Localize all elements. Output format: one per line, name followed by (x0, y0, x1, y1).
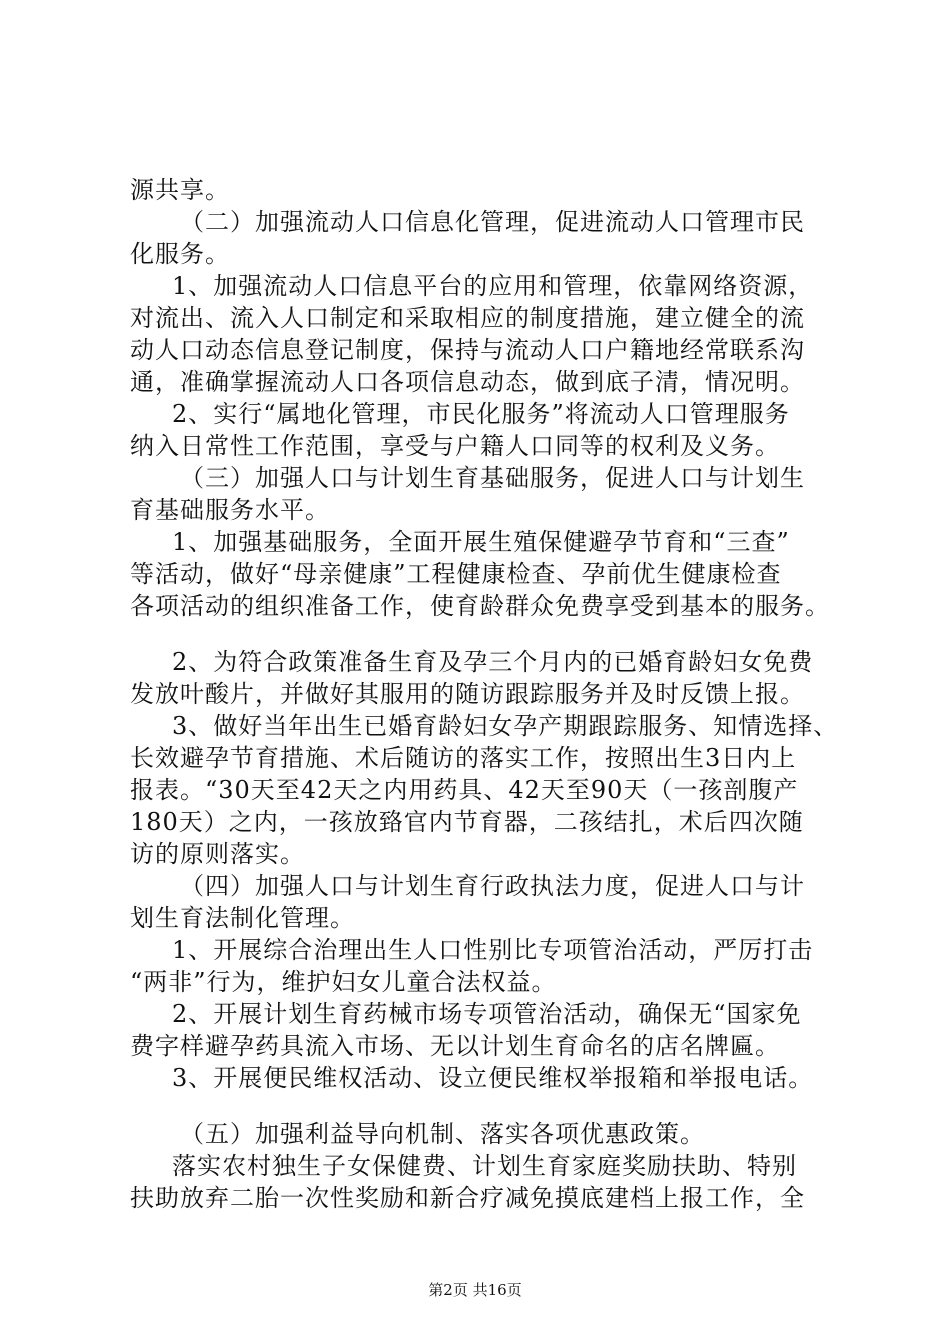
section-heading: （二）加强流动人口信息化管理，促进流动人口管理市民 (180, 208, 805, 236)
text-line: 3、开展便民维权活动、设立便民维权举报箱和举报电话。 (172, 1064, 814, 1092)
text-line: 报表。“30天至42天之内用药具、42天至90天（一孩剖腹产 (130, 776, 799, 804)
text-line: 通，准确掌握流动人口各项信息动态，做到底子清，情况明。 (130, 368, 805, 396)
text-line: 各项活动的组织准备工作，使育龄群众免费享受到基本的服务。 (130, 592, 830, 620)
text-line: 划生育法制化管理。 (130, 904, 355, 932)
text-line: 1、加强基础服务，全面开展生殖保健避孕节育和“三查” (172, 528, 790, 556)
section-heading: （五）加强利益导向机制、落实各项优惠政策。 (180, 1120, 705, 1148)
text-line: 长效避孕节育措施、术后随访的落实工作，按照出生3日内上 (130, 744, 797, 772)
text-line: 访的原则落实。 (130, 840, 305, 868)
text-line: 扶助放弃二胎一次性奖励和新合疗减免摸底建档上报工作，全 (130, 1184, 805, 1212)
text-line: 育基础服务水平。 (130, 496, 330, 524)
text-line: 费字样避孕药具流入市场、无以计划生育命名的店名牌匾。 (130, 1032, 780, 1060)
section-heading: （四）加强人口与计划生育行政执法力度，促进人口与计 (180, 872, 805, 900)
text-line: 落实农村独生子女保健费、计划生育家庭奖励扶助、特别 (172, 1152, 797, 1180)
text-line: 2、实行“属地化管理，市民化服务”将流动人口管理服务 (172, 400, 790, 428)
text-line: 1、开展综合治理出生人口性别比专项管治活动，严厉打击 (172, 936, 814, 964)
section-heading: （三）加强人口与计划生育基础服务，促进人口与计划生 (180, 464, 805, 492)
text-line: 对流出、流入人口制定和采取相应的制度措施，建立健全的流 (130, 304, 805, 332)
text-line: 180天）之内，一孩放臵官内节育器，二孩结扎，术后四次随 (130, 808, 804, 836)
text-line: 等活动，做好“母亲健康”工程健康检查、孕前优生健康检查 (130, 560, 782, 588)
text-line: 化服务。 (130, 240, 230, 268)
text-line: 动人口动态信息登记制度，保持与流动人口户籍地经常联系沟 (130, 336, 805, 364)
text-line: 1、加强流动人口信息平台的应用和管理，依靠网络资源， (172, 272, 814, 300)
text-line: 2、为符合政策准备生育及孕三个月内的已婚育龄妇女免费 (172, 648, 814, 676)
text-line: 3、做好当年出生已婚育龄妇女孕产期跟踪服务、知情选择、 (172, 712, 839, 740)
page-footer: 第2页 共16页 (428, 1281, 522, 1299)
text-line: “两非”行为，维护妇女儿童合法权益。 (130, 968, 557, 996)
text-line: 源共享。 (130, 176, 230, 204)
text-line: 发放叶酸片，并做好其服用的随访跟踪服务并及时反馈上报。 (130, 680, 805, 708)
text-line: 2、开展计划生育药械市场专项管治活动，确保无“国家免 (172, 1000, 802, 1028)
text-line: 纳入日常性工作范围，享受与户籍人口同等的权利及义务。 (130, 432, 780, 460)
